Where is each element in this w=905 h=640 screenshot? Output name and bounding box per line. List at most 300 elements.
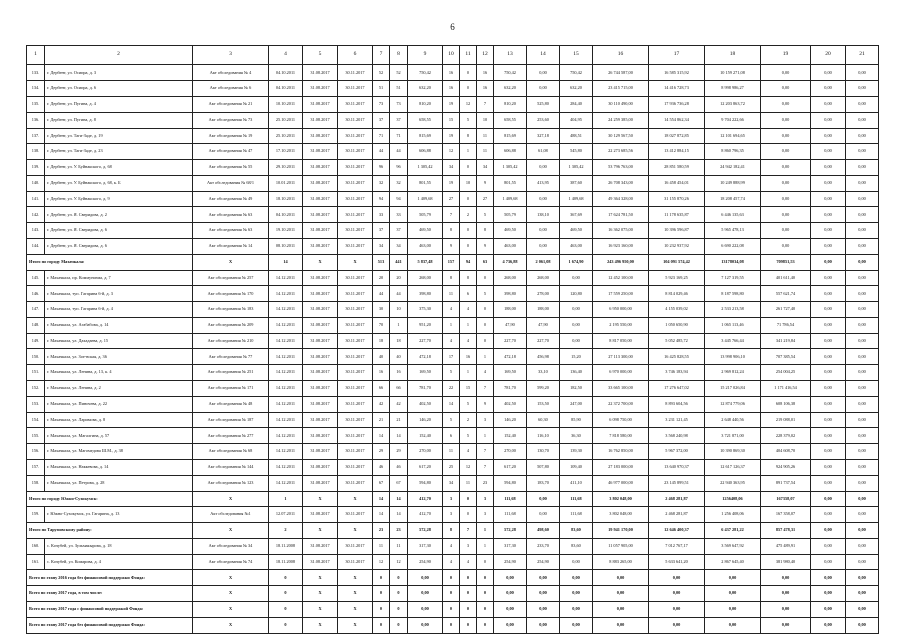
table-cell: 5 [443,412,460,428]
table-cell: 1 [477,428,494,444]
table-cell: 7 [460,523,477,539]
table-cell: 0,00 [811,333,846,349]
table-cell: 0,00 [811,144,846,160]
table-cell: 0,00 [593,601,649,617]
table-row [27,459,879,475]
table-cell: Акт обследования № 63 [193,207,269,223]
table-cell: 0,00 [846,570,879,586]
table-cell: 31.08.2017 [303,444,338,460]
table-cell: 1 409,68 [560,191,593,207]
table-cell: 469,50 [560,223,593,239]
table-cell: 0,00 [593,586,649,602]
table-cell: 12 101 694,65 [705,128,761,144]
table-cell: 30.11.2017 [338,96,373,112]
table-cell: X [193,570,269,586]
table-cell: 381 980,40 [761,554,811,570]
table-cell: 1 305,42 [408,160,443,176]
table-cell: 63 [477,254,494,270]
table-cell: X [303,491,338,507]
address-cell: г. Махачкала, туп. Гагарина 6-й, д. 3 [45,286,193,302]
table-cell: 4 [443,302,460,318]
table-cell: 0,00 [811,617,846,633]
table-cell: 31.08.2017 [303,96,338,112]
table-cell: 30.11.2017 [338,160,373,176]
table-cell: 0 [477,617,494,633]
table-cell: Акт обследования № 210 [193,333,269,349]
table-cell: 30.11.2017 [338,207,373,223]
table-cell: 18.11.2008 [269,538,303,554]
table-cell: 0,00 [811,191,846,207]
table-cell: 475 489,91 [761,538,811,554]
table-cell: 6 690 222,08 [705,239,761,255]
table-cell: 781,70 [494,381,527,397]
table-cell: 0,00 [846,491,879,507]
table-row [27,223,879,239]
table-cell: 12 [390,554,408,570]
subtotal-label: Итого по городу Южно-Сухокумск: [27,491,193,507]
table-cell: 7 127 319,55 [705,270,761,286]
column-header: 10 [443,46,460,65]
table-cell: 31.08.2017 [303,428,338,444]
table-cell: X [338,586,373,602]
table-cell: 4 [477,365,494,381]
table-cell: 3 [477,507,494,523]
table-cell: X [193,254,269,270]
table-cell: 60,30 [527,412,560,428]
table-row [27,538,879,554]
table-cell: 167358,07 [761,491,811,507]
table-cell: 36,30 [560,428,593,444]
table-cell: 23 [390,523,408,539]
table-cell: 14.12.2011 [269,286,303,302]
table-cell: 0,00 [846,428,879,444]
address-cell: г. Махачкала, ул. Ленина, д. 13, к. 4 [45,365,193,381]
table-cell: 0,00 [811,538,846,554]
table-cell: 0,00 [527,507,560,523]
table-cell: 31.08.2017 [303,160,338,176]
table-cell: 0 [460,81,477,97]
address-cell: г. Дербент, ул. Осипра, д. 6 [45,81,193,97]
table-cell: Акт обследования № 4 [193,65,269,81]
table-cell: 3 [443,507,460,523]
column-header: 16 [593,46,649,65]
table-cell: Акт обследования № 68 [193,444,269,460]
table-cell: 04.10.2011 [269,207,303,223]
table-cell: 254,90 [408,554,443,570]
table-cell: 617,20 [494,459,527,475]
table-cell: 0,00 [560,601,593,617]
table-cell: 15 [443,112,460,128]
table-cell: 31.08.2017 [303,144,338,160]
table-cell: 67 [373,475,390,491]
table-cell: 40 [373,349,390,365]
table-cell: 31.08.2017 [303,507,338,523]
table-cell: 71 [390,128,408,144]
address-cell: г. Дербент, ул. У. Буйнакского, д. 68 [45,160,193,176]
table-cell: 30.11.2017 [338,349,373,365]
address-cell: г. Махачкала, ул. Агабабова, д. 14 [45,317,193,333]
table-cell: 0,00 [560,554,593,570]
table-cell: 18 [373,333,390,349]
address-cell: с. Кочубей, ул. Зульмакырова, д. 18 [45,538,193,554]
table-cell: 7 [477,381,494,397]
table-cell: 18.10.2011 [269,191,303,207]
table-cell: 0,00 [811,128,846,144]
table-cell: 750,42 [560,65,593,81]
table-cell: 0,00 [560,586,593,602]
table-cell: 31.08.2017 [303,270,338,286]
table-cell: Акт обследования № 49 [193,191,269,207]
table-cell: 0,00 [811,112,846,128]
table-cell: 387,60 [560,175,593,191]
table-cell: 42 [373,396,390,412]
table-cell: 14.12.2011 [269,396,303,412]
table-cell: 14.12.2011 [269,428,303,444]
table-cell: 12 [460,96,477,112]
table-row [27,333,879,349]
table-cell: 16 425 828,55 [649,349,705,365]
table-cell: 1 [477,349,494,365]
table-cell: 13 640 970,37 [649,459,705,475]
column-header: 15 [560,46,593,65]
table-cell: 30.11.2017 [338,317,373,333]
table-cell: 247,00 [560,396,593,412]
table-row [27,270,879,286]
table-cell: 0,00 [846,65,879,81]
table-cell: 261 727,40 [761,302,811,318]
table-cell: 375,30 [408,302,443,318]
table-cell: Акт обследования № 63 [193,223,269,239]
table-cell: 31.08.2017 [303,128,338,144]
table-cell: 1256408,06 [705,491,761,507]
table-cell: 0,00 [761,207,811,223]
table-cell: 26 744 587,00 [593,65,649,81]
table-cell: 525,80 [527,96,560,112]
table-cell: 12 452 100,00 [593,270,649,286]
table-cell: 507,80 [527,459,560,475]
column-header: 4 [269,46,303,65]
table-row [27,349,879,365]
table-cell: 0,00 [846,175,879,191]
subtotal-label: Итого по городу Махачкала: [27,254,193,270]
row-number: 135. [27,96,45,112]
table-cell: X [338,491,373,507]
table-cell: Акт обследования № 144 [193,459,269,475]
table-cell: 0 [390,586,408,602]
subtotal-label: Всего по этапу 2016 года без финансовой поддержки Фонда: [27,570,193,586]
table-cell: 83,60 [560,523,593,539]
table-cell: X [303,586,338,602]
table-cell: 11 [443,444,460,460]
table-cell: 0 [373,586,390,602]
table-cell: Акт обследования № 6 [193,81,269,97]
table-cell: 1 050 650,90 [649,317,705,333]
table-cell: 188,00 [527,302,560,318]
table-cell: 367,69 [560,207,593,223]
table-cell: 1 [477,523,494,539]
table-cell: 0,00 [494,617,527,633]
table-cell: 0 [477,601,494,617]
address-cell: г. Дербент, ул. Я. Сверидова, д. 2 [45,207,193,223]
table-cell: 0,00 [846,554,879,570]
table-cell: X [193,491,269,507]
table-cell: 0,00 [811,507,846,523]
table-cell: 317,30 [408,538,443,554]
table-cell: 0,00 [527,81,560,97]
table-cell: 1 171 416,54 [761,381,811,397]
table-cell: 4 [443,333,460,349]
table-cell: 6 970 000,00 [593,365,649,381]
table-cell: 10 390 869,30 [705,444,761,460]
table-cell: 12 [373,554,390,570]
table-cell: 0,00 [846,365,879,381]
table-cell: 71 [373,128,390,144]
table-cell: 1 256 408,06 [705,507,761,523]
table-cell: 0,00 [761,191,811,207]
table-cell: 17 [443,349,460,365]
table-row [27,365,879,381]
page-number: 6 [450,22,455,32]
table-cell: 10.01.2011 [269,175,303,191]
table-cell: 46 977 000,00 [593,475,649,491]
table-cell: 0,00 [846,239,879,255]
table-cell: 0 [477,317,494,333]
table-cell: 0,00 [846,128,879,144]
table-cell: 268,00 [527,270,560,286]
table-cell: 32 [373,175,390,191]
table-cell: 0,00 [846,586,879,602]
table-cell: 0,00 [527,65,560,81]
table-cell: 0,00 [811,286,846,302]
table-cell: 0 [443,586,460,602]
table-cell: 810,20 [494,96,527,112]
table-cell: 815,69 [408,128,443,144]
table-cell: 25.10.2011 [269,128,303,144]
column-header: 7 [373,46,390,65]
table-cell: 2 533 213,58 [705,302,761,318]
subtotal-label: Итого по Тарумовскому району: [27,523,193,539]
table-cell: 254,90 [527,554,560,570]
table-cell: 30 [373,302,390,318]
table-cell: 0,00 [811,160,846,176]
address-cell: г. Махачкала, туп. Гагарина 6-й, д. 4 [45,302,193,318]
table-cell: 31.08.2017 [303,191,338,207]
table-cell: 12.07.2011 [269,507,303,523]
table-cell: 19 941 170,00 [593,523,649,539]
table-cell: Акт обследования № 171 [193,381,269,397]
table-cell: 34 [390,239,408,255]
table-cell: 0 [477,302,494,318]
table-cell: 0,00 [811,302,846,318]
table-cell: 1 [460,365,477,381]
table-cell: 0,00 [846,396,879,412]
table-cell: 0,00 [761,128,811,144]
table-cell: 14 554 862,34 [649,112,705,128]
table-cell: 31.08.2017 [303,81,338,97]
table-cell: 0,00 [811,570,846,586]
table-cell: X [303,601,338,617]
table-cell: 30.11.2017 [338,112,373,128]
table-cell: 14 [390,491,408,507]
row-number: 159. [27,507,45,523]
table-cell: X [338,254,373,270]
table-cell: 4 [460,333,477,349]
row-number: 136. [27,112,45,128]
table-cell: 0,00 [846,160,879,176]
table-cell: 16 [443,65,460,81]
table-row [27,428,879,444]
table-cell: 30.11.2017 [338,239,373,255]
table-cell: 0,00 [846,349,879,365]
table-cell: 15 [460,381,477,397]
table-cell: 227,70 [494,333,527,349]
table-cell: 31.08.2017 [303,459,338,475]
column-header: 5 [303,46,338,65]
table-cell: 0 [390,617,408,633]
table-cell: 18 027 872,85 [649,128,705,144]
table-cell: 30.11.2017 [338,475,373,491]
subtotal-row [27,570,879,586]
table-body [27,46,879,634]
table-cell: 0,00 [593,570,649,586]
table-cell: 22 940 363,95 [705,475,761,491]
table-cell: 951,20 [408,317,443,333]
table-cell: 6 [460,286,477,302]
table-cell: 30.11.2017 [338,270,373,286]
table-cell: 27 [477,191,494,207]
table-cell: 30.11.2017 [338,459,373,475]
table-cell: 6 437 281,22 [705,523,761,539]
table-cell: 31.08.2017 [303,239,338,255]
table-cell: 513 [373,254,390,270]
row-number: 133. [27,65,45,81]
table-cell: 16 [390,365,408,381]
table-cell: 14.12.2011 [269,365,303,381]
table-cell: 0,00 [527,239,560,255]
table-cell: 284,40 [560,96,593,112]
table-cell: 10 [460,175,477,191]
table-cell: Акт обследования №1 [193,507,269,523]
table-cell: 0,00 [811,491,846,507]
address-cell: г. Махачкала, ул. Наккевова, д. 14 [45,459,193,475]
table-cell: 44 [390,144,408,160]
table-cell: 14.12.2011 [269,459,303,475]
table-cell: 11 057 905,00 [593,538,649,554]
subtotal-row [27,617,879,633]
row-number: 134. [27,81,45,97]
table-cell: 31.08.2017 [303,333,338,349]
table-cell: 0,00 [761,96,811,112]
address-cell: г. Дербент, ул. Таги-Заде, д. 19 [45,128,193,144]
table-cell: 0,00 [649,601,705,617]
table-cell: 33 [373,207,390,223]
table-cell: 3 [460,538,477,554]
table-cell: 1 [390,317,408,333]
table-cell: 29 [390,444,408,460]
table-cell: 0,00 [846,96,879,112]
table-cell: 2 061,08 [527,254,560,270]
table-cell: 3 746 183,94 [649,365,705,381]
table-cell: 3 [477,491,494,507]
table-cell: 14.12.2011 [269,412,303,428]
table-cell: 47,90 [527,317,560,333]
table-cell: 3 568 240,98 [649,428,705,444]
table-cell: 53 796 763,00 [593,160,649,176]
table-cell: 31 155 870,26 [649,191,705,207]
table-cell: 183,70 [527,475,560,491]
table-row [27,302,879,318]
table-cell: 7 012 767,17 [649,538,705,554]
subtotal-row [27,491,879,507]
table-cell: 0,00 [811,254,846,270]
address-cell: г. Дербент, ул. У. Буйнакского, д. 68, к. Б [45,175,193,191]
table-cell: 6 446 135,63 [705,207,761,223]
table-cell: 11 [477,128,494,144]
table-cell: 243 496 950,00 [593,254,649,270]
table-cell: 0,00 [761,112,811,128]
table-cell: 49 364 328,00 [593,191,649,207]
row-number: 148. [27,317,45,333]
row-number: 147. [27,302,45,318]
table-cell: 21 [373,412,390,428]
table-cell: 14.12.2011 [269,270,303,286]
table-cell: 254,90 [494,554,527,570]
table-cell: 0,00 [560,302,593,318]
table-cell: X [193,586,269,602]
table-cell: 31.08.2017 [303,175,338,191]
table-cell: 146,20 [494,412,527,428]
table-cell: 0 [390,601,408,617]
table-cell: 31.08.2017 [303,112,338,128]
table-cell: 0,00 [846,412,879,428]
table-cell: 24 259 385,00 [593,112,649,128]
table-cell: 0,00 [593,617,649,633]
table-cell: 27 [443,191,460,207]
table-cell: 0,00 [705,601,761,617]
table-cell: 16 585 315,92 [649,65,705,81]
table-cell: 0,00 [846,444,879,460]
table-cell: 5 [460,428,477,444]
table-cell: 20 [373,270,390,286]
table-cell: 8 [477,223,494,239]
table-cell: 0,00 [846,523,879,539]
table-cell: 0,00 [761,175,811,191]
table-cell: Акт обследования № 209 [193,317,269,333]
table-cell: 891 737,54 [761,475,811,491]
table-cell: 463,00 [494,239,527,255]
table-cell: 111,68 [560,507,593,523]
table-cell: 0,00 [761,65,811,81]
table-row [27,128,879,144]
table-row [27,144,879,160]
table-cell: 20 [390,270,408,286]
table-cell: 1 [477,538,494,554]
row-number: 143. [27,223,45,239]
table-cell: 505,79 [494,207,527,223]
table-cell: 472,18 [494,349,527,365]
table-cell: 658,55 [494,112,527,128]
subtotal-row [27,586,879,602]
table-cell: 1 [460,317,477,333]
table-cell: 0,00 [408,586,443,602]
table-cell: 37 [390,223,408,239]
table-cell: 28 851 580,59 [649,160,705,176]
table-cell: 0,00 [761,586,811,602]
table-cell: 2 [460,207,477,223]
table-cell: 398,80 [494,286,527,302]
table-cell: 94 [390,191,408,207]
table-cell: 924 905,26 [761,459,811,475]
